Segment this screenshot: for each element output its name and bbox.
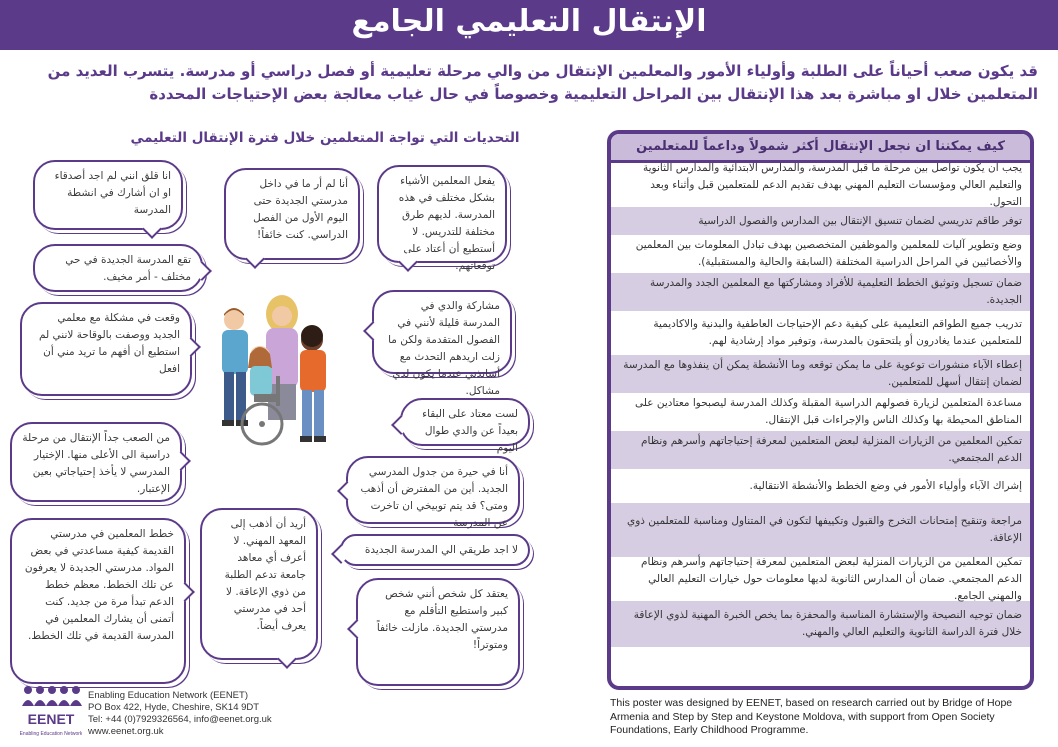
logo-subtitle: Enabling Education Network <box>20 731 82 737</box>
solution-text: ضمان توجيه النصيحة والإستشارة المناسبة والمحفزة بما يخص الخبرة المهنية لذوي الإعاقة خلال فترة الدراسة الثانوية والتعليم العالي والمهني. <box>633 609 1022 638</box>
solution-item <box>611 469 1030 503</box>
contact-website[interactable]: www.eenet.org.uk <box>88 726 164 737</box>
contact-address: PO Box 422, Hyde, Cheshire, SK14 9DT <box>88 702 260 713</box>
solution-item <box>611 273 1030 311</box>
solution-text: تدريب جميع الطواقم التعليمية على كيفية دعم الإحتياجات العاطفية والبدنية والاكاديمية للمتعلمين عندما يغادرون أو يلتحقون بالمدرسة، وتوفير مواد إرشادية لهم. <box>653 318 1022 347</box>
solution-text: إعطاء الآباء منشورات توعوية على ما يمكن توقعه وما الأنشطة يمكن أن ينفذوها مع المدرسة لضمان إنتقال أسهل للمتعلمين. <box>623 359 1022 388</box>
solution-item <box>611 393 1030 431</box>
speech-bubble-vocational: أريد أن أذهب إلى المعهد المهني. لا أعرف أي معاهد جامعة تدعم الطلبة من ذوي الإعاقة. لا أحد في مدرستي يعرف أيضاً. <box>200 508 318 660</box>
solution-item <box>611 163 1030 207</box>
solution-item <box>611 431 1030 469</box>
contact-phone-email: Tel: +44 (0)7929326564, info@eenet.org.uk <box>88 714 272 725</box>
solution-text: تمكين المعلمين من الزيارات المنزلية لبعض المتعلمين لمعرفة إحتياجاتهم وأسرهم ونظام الدعم المجتمعي. ضمان أن المدارس الثانوية لديها معلومات حول خيارات التعليم العالي والمهني الجامع. <box>641 555 1022 602</box>
solution-text: مساعدة المتعلمين لزيارة فصولهم الدراسية المقبلة وكذلك المدرسة ليصبحوا معتادين على المناطق المحيطة بها وكذلك الناس والإجراءات قبل الإنتقال. <box>635 397 1022 426</box>
solutions-heading: كيف يمكننا ان نجعل الإنتقال أكثر شمولاً وداعماً للمتعلمين <box>611 134 1030 163</box>
intro-paragraph: قد يكون صعب أحياناً على الطلبة وأولياء الأمور والمعلمين الإنتقال من والي مرحلة تعليمية أو فصل دراسي أو مدرسة. يتسرب العديد من المتعلمين خلال او مباشرة بعد هذا الإنتقال بين المراحل التعليمية وخصوصاً في حال غياب معالجة بعض الإحتياجات المحددة <box>47 62 1038 103</box>
speech-bubble-teaching-methods: يفعل المعلمين الأشياء بشكل مختلف في هذه المدرسة. لديهم طرق مختلفة للتدريس. لا أستطيع أن أعتاد على توقعاتهم. <box>377 165 507 263</box>
speech-bubble-new-teacher: وقعت في مشكلة مع معلمي الجديد ووصفت بالوقاحة لانني لم استطيع أن أفهم ما تريد مني أن افعل <box>20 302 192 396</box>
solution-item <box>611 355 1030 393</box>
speech-bubble-neighborhood: تقع المدرسة الجديدة في حي مختلف - أمر مخيف. <box>33 244 203 292</box>
speech-bubble-way-to-school: لا اجد طريقي الي المدرسة الجديدة <box>340 534 530 566</box>
solution-item <box>611 235 1030 273</box>
children-illustration <box>196 284 342 454</box>
contact-org: Enabling Education Network (EENET) <box>88 690 248 701</box>
solution-item <box>611 311 1030 355</box>
solution-text: إشراك الآباء وأولياء الأمور في وضع الخطط والأنشطة الانتقالية. <box>749 479 1022 492</box>
solution-text: يجب ان يكون تواصل بين مرحلة ما قبل المدرسة، والمدارس الابتدائية والمدارس الثانوية والتعليم العالي ومؤسسات التعليم المهني بهدف تقديم الدعم للمتعلمين قبل وأثناء وبعد التحول. <box>643 161 1022 208</box>
solutions-panel <box>607 130 1034 690</box>
poster-credit: This poster was designed by EENET, based on research carried out by Bridge of Hope Armenia and Step by Step and Keystone Moldova, with support from Open Society Foundations, Early Childhood Programme. <box>610 697 1013 736</box>
solution-text: تمكين المعلمين من الزيارات المنزلية لبعض المتعلمين لمعرفة إحتياجاتهم وأسرهم ونظام الدعم المجتمعي. <box>641 435 1022 464</box>
speech-bubble-away-from-parents: لست معتاد على البقاء بعيداً عن والدي طوال اليوم <box>400 398 530 446</box>
speech-bubble-first-day: أنا لم أر ما في داخل مدرستي الجديدة حتى اليوم الأول من الفصل الدراسي. كنت خائفاً! <box>224 168 360 260</box>
speech-bubble-schedule: أنا في حيرة من جدول المدرسي الجديد. أين من المفترض أن أذهب ومتى؟ قد يتم توبيخي ان تاخرت عن المدرسة <box>346 456 520 524</box>
speech-bubble-friends: انا قلق انني لم اجد أصدقاء او ان أشارك في انشطة المدرسة <box>33 160 183 230</box>
challenges-heading: التحديات التي تواجة المتعلمين خلال فترة الإنتقال التعليمي <box>130 130 520 146</box>
contact-block <box>88 690 272 738</box>
speech-bubble-support-plans: خطط المعلمين في مدرستي القديمة كيفية مساعدتي في بعض المواد. مدرستي الجديدة لا يعرفون عن تلك الخطط. معظم خطط الدعم تبدأ مرة من جديد. كنت أتمنى أن يشارك المعلمين في المدرسة القديمة في تلك الخطط. <box>10 518 186 684</box>
title-banner <box>0 0 1058 50</box>
solution-item <box>611 557 1030 601</box>
solution-text: مراجعة وتنقيح إمتحانات التخرج والقبول وتكييفها لتكون في المتناول ومناسبة للمتعلمين ذوي الإعاقة. <box>627 515 1022 544</box>
page-title: الإنتقال التعليمي الجامع <box>351 4 707 39</box>
solution-text: ضمان تسجيل وتوثيق الخطط التعليمية للأفراد ومشاركتها مع المعلمين الجدد والمدرسة الجديدة. <box>650 277 1022 306</box>
speech-bubble-parents-participation: مشاركة والدي في المدرسة قليلة لأنني في الفصول المتقدمة ولكن ما زلت اريدهم التحدث مع أساتذتي عندما يكون لدي مشاكل. <box>372 290 512 374</box>
solution-item <box>611 207 1030 235</box>
solution-text: وضع وتطوير آليات للمعلمين والموظفين المتخصصين بهدف تبادل المعلومات بين المعلمين والأخصائيين في المراحل الدراسية المختلفة (السابقة والحالية والمستقبلية). <box>635 239 1022 268</box>
solution-text: توفر طاقم تدريسي لضمان تنسيق الإنتقال بين المدارس والفصول الدراسية <box>698 214 1022 227</box>
solution-item <box>611 601 1030 647</box>
speech-bubble-difficult-transition: من الصعب جداً الإنتقال من مرحلة دراسية الى الأعلى منها. الإختيار المدرسي لا يأخذ إحتياجاتي بعين الإعتبار. <box>10 422 182 502</box>
logo-wordmark: EENET <box>27 711 75 727</box>
solution-item <box>611 503 1030 557</box>
eenet-logo <box>20 684 82 738</box>
speech-bubble-still-afraid: يعتقد كل شخص أنني شخص كبير واستطيع التأقلم مع مدرستي الجديدة. مازلت خائفاً ومتوتراً! <box>356 578 520 686</box>
